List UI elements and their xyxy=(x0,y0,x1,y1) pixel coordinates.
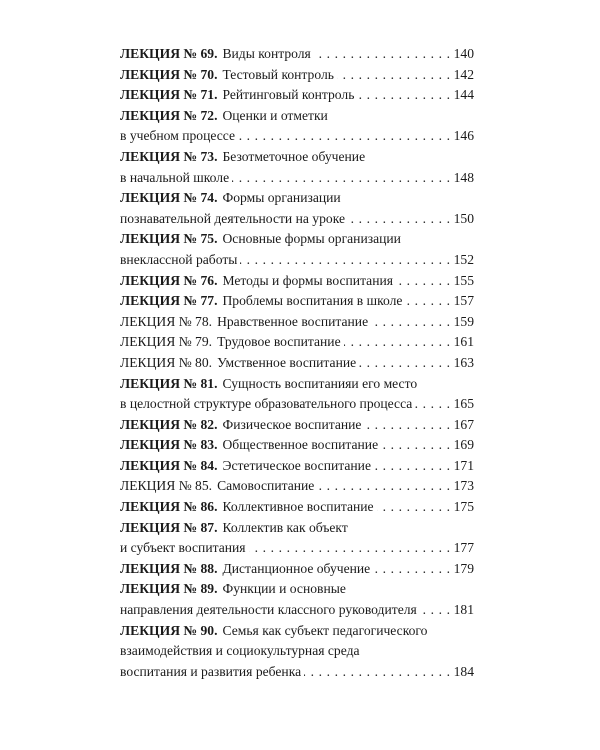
toc-line xyxy=(120,147,474,168)
toc-page-number: 175 xyxy=(453,499,474,515)
toc-line xyxy=(120,497,474,518)
toc-line xyxy=(120,168,474,189)
toc-dot-leader xyxy=(405,291,450,312)
toc-page-number: 161 xyxy=(453,334,474,350)
toc-entry-title: Самовоспитание xyxy=(217,478,315,494)
toc-line xyxy=(120,600,474,621)
toc-page-number: 167 xyxy=(453,416,474,432)
toc-lecture-number: ЛЕКЦИЯ № 75. xyxy=(120,231,218,247)
toc-page-number: 184 xyxy=(453,663,474,679)
toc-dot-leader xyxy=(240,250,450,271)
toc-page-number: 169 xyxy=(453,437,474,453)
toc-line xyxy=(120,188,474,209)
toc-dot-leader xyxy=(304,662,450,683)
toc-page-number: 171 xyxy=(453,457,474,473)
toc-line xyxy=(120,312,474,333)
toc-entry-title: направления деятельности классного руководителя xyxy=(120,602,417,618)
toc-entry-title: познавательной деятельности на уроке xyxy=(120,210,345,226)
toc-line xyxy=(120,250,474,271)
toc-page-number: 144 xyxy=(453,87,474,103)
toc-line xyxy=(120,621,474,642)
toc-line xyxy=(120,271,474,292)
toc-lecture-number: ЛЕКЦИЯ № 73. xyxy=(120,148,218,164)
toc-lecture-number: ЛЕКЦИЯ № 90. xyxy=(120,622,218,638)
toc-lecture-number: ЛЕКЦИЯ № 80. xyxy=(120,354,213,370)
toc-dot-leader xyxy=(314,44,451,65)
toc-line xyxy=(120,126,474,147)
toc-page-number: 163 xyxy=(453,354,474,370)
toc-entry-title: Эстетическое воспитание xyxy=(222,457,371,473)
toc-dot-leader xyxy=(357,85,450,106)
toc-line xyxy=(120,85,474,106)
toc-dot-leader xyxy=(238,126,451,147)
toc-dot-leader xyxy=(415,394,450,415)
toc-line xyxy=(120,65,474,86)
toc-dot-leader xyxy=(381,435,451,456)
toc-lecture-number: ЛЕКЦИЯ № 76. xyxy=(120,272,218,288)
toc-dot-leader xyxy=(359,353,450,374)
toc-page-number: 155 xyxy=(453,272,474,288)
toc-lecture-number: ЛЕКЦИЯ № 88. xyxy=(120,560,218,576)
toc-dot-leader xyxy=(232,168,450,189)
toc-entry-title: Функции и основные xyxy=(222,581,346,597)
toc-page-number: 179 xyxy=(453,560,474,576)
toc-page-number: 181 xyxy=(453,602,474,618)
toc-line xyxy=(120,435,474,456)
table-of-contents xyxy=(120,44,474,682)
toc-line xyxy=(120,291,474,312)
toc-lecture-number: ЛЕКЦИЯ № 87. xyxy=(120,519,218,535)
toc-entry-title: Безотметочное обучение xyxy=(222,148,366,164)
toc-lecture-number: ЛЕКЦИЯ № 86. xyxy=(120,499,218,515)
toc-line xyxy=(120,106,474,127)
toc-dot-leader xyxy=(337,65,451,86)
toc-lecture-number: ЛЕКЦИЯ № 79. xyxy=(120,334,213,350)
toc-lecture-number: ЛЕКЦИЯ № 74. xyxy=(120,190,218,206)
toc-page-number: 157 xyxy=(453,293,474,309)
toc-entry-title: Трудовое воспитание xyxy=(217,334,341,350)
toc-lecture-number: ЛЕКЦИЯ № 82. xyxy=(120,416,218,432)
toc-dot-leader xyxy=(377,497,451,518)
toc-lecture-number: ЛЕКЦИЯ № 84. xyxy=(120,457,218,473)
toc-dot-leader xyxy=(373,559,450,580)
toc-lecture-number: ЛЕКЦИЯ № 78. xyxy=(120,313,213,329)
toc-line xyxy=(120,229,474,250)
toc-line xyxy=(120,518,474,539)
toc-entry-title: Рейтинговый контроль xyxy=(222,87,355,103)
toc-line xyxy=(120,209,474,230)
toc-page-number: 177 xyxy=(453,540,474,556)
toc-entry-title: в целостной структуре образовательного процесса xyxy=(120,396,413,412)
toc-page-number: 146 xyxy=(453,128,474,144)
toc-line xyxy=(120,44,474,65)
toc-entry-title: Формы организации xyxy=(222,190,341,206)
toc-entry-title: взаимодействия и социокультурная среда xyxy=(120,643,360,659)
toc-entry-title: Коллектив как объект xyxy=(222,519,348,535)
toc-dot-leader xyxy=(364,415,450,436)
toc-entry-title: Основные формы организации xyxy=(222,231,401,247)
toc-entry-title: Общественное воспитание xyxy=(222,437,379,453)
toc-line xyxy=(120,456,474,477)
toc-entry-title: Проблемы воспитания в школе xyxy=(222,293,403,309)
toc-page-number: 148 xyxy=(453,169,474,185)
toc-line xyxy=(120,559,474,580)
toc-entry-title: Умственное воспитание xyxy=(217,354,357,370)
toc-page-number: 159 xyxy=(453,313,474,329)
toc-entry-title: Сущность воспитанияи его место xyxy=(222,375,418,391)
toc-lecture-number: ЛЕКЦИЯ № 81. xyxy=(120,375,218,391)
toc-line xyxy=(120,538,474,559)
toc-lecture-number: ЛЕКЦИЯ № 71. xyxy=(120,87,218,103)
toc-page-number: 152 xyxy=(453,251,474,267)
toc-line xyxy=(120,641,474,662)
toc-line xyxy=(120,374,474,395)
toc-entry-title: Оценки и отметки xyxy=(222,107,328,123)
toc-lecture-number: ЛЕКЦИЯ № 89. xyxy=(120,581,218,597)
toc-entry-title: и субъект воспитания xyxy=(120,540,246,556)
toc-page-number: 140 xyxy=(453,46,474,61)
toc-line xyxy=(120,476,474,497)
toc-lecture-number: ЛЕКЦИЯ № 70. xyxy=(120,66,218,82)
toc-lecture-number: ЛЕКЦИЯ № 85. xyxy=(120,478,213,494)
toc-line xyxy=(120,415,474,436)
toc-page-number: 165 xyxy=(453,396,474,412)
toc-entry-title: Нравственное воспитание xyxy=(217,313,369,329)
toc-dot-leader xyxy=(374,456,451,477)
toc-entry-title: Виды контроля xyxy=(222,46,311,61)
toc-entry-title: Тестовый контроль xyxy=(222,66,334,82)
toc-dot-leader xyxy=(317,476,450,497)
toc-line xyxy=(120,332,474,353)
toc-line xyxy=(120,579,474,600)
toc-dot-leader xyxy=(344,332,451,353)
toc-lecture-number: ЛЕКЦИЯ № 77. xyxy=(120,293,218,309)
toc-lecture-number: ЛЕКЦИЯ № 72. xyxy=(120,107,218,123)
toc-page-number: 142 xyxy=(453,66,474,82)
toc-entry-title: Дистанционное обучение xyxy=(222,560,371,576)
toc-dot-leader xyxy=(371,312,451,333)
toc-line xyxy=(120,394,474,415)
toc-line xyxy=(120,353,474,374)
toc-page-number: 150 xyxy=(453,210,474,226)
toc-entry-title: Семья как субъект педагогического xyxy=(222,622,428,638)
toc-lecture-number: ЛЕКЦИЯ № 69. xyxy=(120,46,218,61)
toc-dot-leader xyxy=(348,209,451,230)
toc-dot-leader xyxy=(420,600,451,621)
toc-entry-title: воспитания и развития ребенка xyxy=(120,663,302,679)
toc-line xyxy=(120,662,474,683)
toc-dot-leader xyxy=(396,271,451,292)
toc-entry-title: Методы и формы воспитания xyxy=(222,272,394,288)
toc-entry-title: Физическое воспитание xyxy=(222,416,362,432)
toc-lecture-number: ЛЕКЦИЯ № 83. xyxy=(120,437,218,453)
toc-entry-title: внеклассной работы xyxy=(120,251,238,267)
toc-dot-leader xyxy=(249,538,451,559)
toc-entry-title: в учебном процессе xyxy=(120,128,235,144)
toc-entry-title: в начальной школе xyxy=(120,169,230,185)
toc-page-number: 173 xyxy=(453,478,474,494)
toc-entry-title: Коллективное воспитание xyxy=(222,499,374,515)
